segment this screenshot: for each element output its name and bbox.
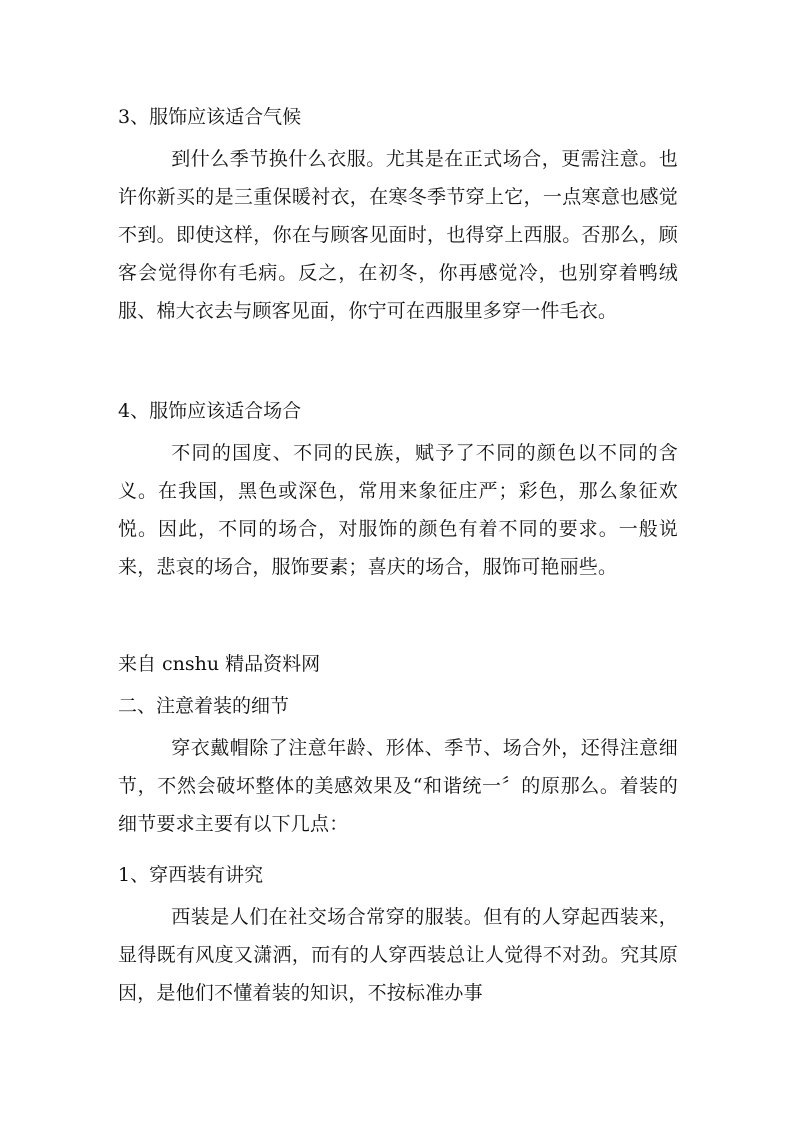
- source-note: 来自 cnshu 精品资料网: [118, 653, 321, 675]
- subsection-heading-suit: 1、穿西装有讲究: [118, 864, 264, 886]
- chapter-heading-details: 二、注意着装的细节: [118, 695, 290, 717]
- section-heading-climate: 3、服饰应该适合气候: [118, 106, 302, 128]
- section-paragraph-occasion: 不同的国度、不同的民族，赋予了不同的颜色以不同的含义。在我国，黑色或深色，常用来象征庄严；彩色，那么象征欢悦。因此，不同的场合，对服饰的颜色有着不同的要求。一般说来，悲哀的场合，服饰要素；喜庆的场合，服饰可艳丽些。: [118, 442, 678, 578]
- section-heading-occasion: 4、服饰应该适合场合: [118, 400, 302, 422]
- section-paragraph-climate: 到什么季节换什么衣服。尤其是在正式场合，更需注意。也许你新买的是三重保暖衬衣，在寒冬季节穿上它，一点寒意也感觉不到。即使这样，你在与顾客见面时，也得穿上西服。否那么，顾客会觉得你有毛病。反之，在初冬，你再感觉冷，也别穿着鸭绒服、棉大衣去与顾客见面，你宁可在西服里多穿一件毛衣。: [118, 148, 678, 322]
- subsection-paragraph-suit: 西装是人们在社交场合常穿的服装。但有的人穿起西装来，显得既有风度又潇洒，而有的人穿西装总让人觉得不对劲。究其原因，是他们不懂着装的知识，不按标准办事: [118, 906, 678, 1004]
- chapter-paragraph-details: 穿衣戴帽除了注意年龄、形体、季节、场合外，还得注意细节，不然会破坏整体的美感效果及“和谐统一〞的原那么。着装的细节要求主要有以下几点：: [118, 737, 678, 835]
